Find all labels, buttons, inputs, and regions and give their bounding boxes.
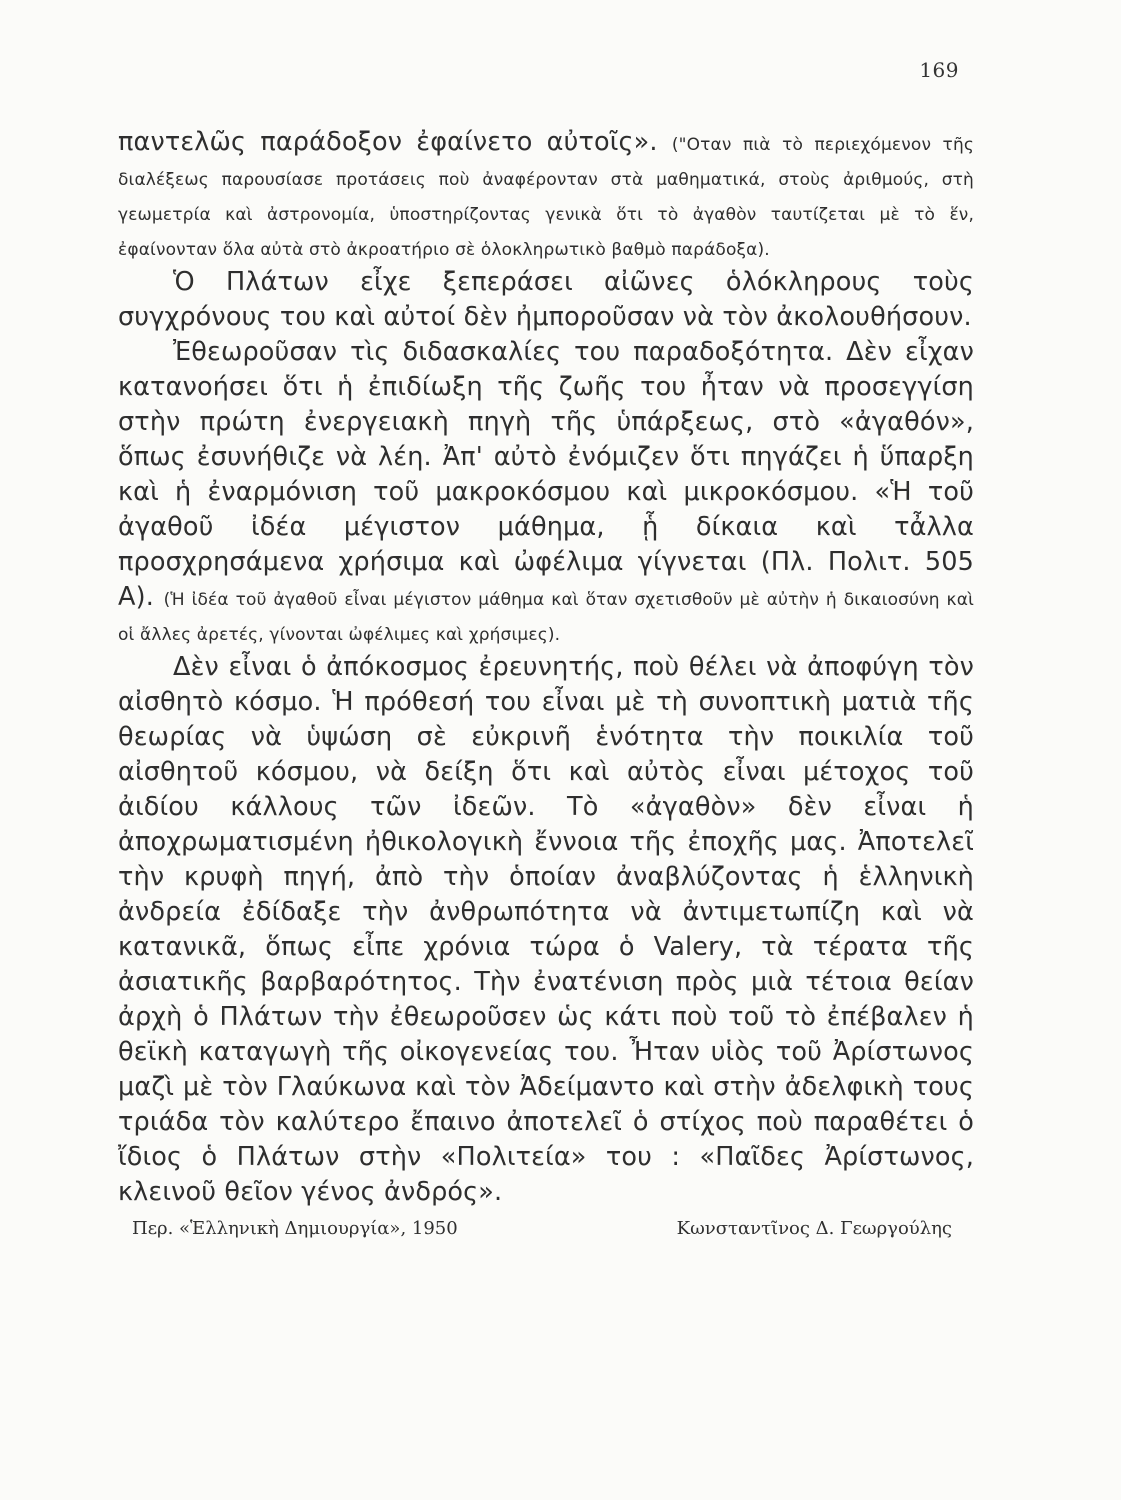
- paragraph-3-note: (Ἡ ἰδέα τοῦ ἀγαθοῦ εἶναι μέγιστον μάθημα καὶ ὅταν σχετισθοῦν μὲ αὐτὴν ἡ δικαιοσύνη καὶ οἱ ἄλλες ἀρετές, γίνονται ὠφέλιμες καὶ χρήσιμες).: [118, 590, 974, 645]
- paragraph-3: [118, 335, 974, 650]
- paragraph-4: Δὲν εἶναι ὁ ἀπόκοσμος ἐρευνητής, ποὺ θέλει νὰ ἀποφύγη τὸν αἰσθητὸ κόσμο. Ἡ πρόθεσή του εἶναι μὲ τὴ συνοπτικὴ ματιὰ τῆς θεωρίας νὰ ὑψώση σὲ εὐκρινῆ ἑνότητα τὴν ποικιλία τοῦ αἰσθητοῦ κόσμου, νὰ δείξη ὅτι καὶ αὐτὸς εἶναι μέτοχος τοῦ ἀιδίου κάλλους τῶν ἰδεῶν. Τὸ «ἀγαθὸν» δὲν εἶναι ἡ ἀποχρωματισμένη ἠθικολογικὴ ἔννοια τῆς ἐποχῆς μας. Ἀποτελεῖ τὴν κρυφὴ πηγή, ἀπὸ τὴν ὁποίαν ἀναβλύζοντας ἡ ἑλληνικὴ ἀνδρεία ἐδίδαξε τὴν ἀνθρωπότητα νὰ ἀντιμετωπίζη καὶ νὰ κατανικᾶ, ὅπως εἶπε χρόνια τώρα ὁ Valery, τὰ τέρατα τῆς ἀσιατικῆς βαρβαρότητος. Τὴν ἐνατένιση πρὸς μιὰ τέτοια θείαν ἀρχὴ ὁ Πλάτων τὴν ἐθεωροῦσεν ὡς κάτι ποὺ τοῦ τὸ ἐπέβαλεν ἡ θεϊκὴ καταγωγὴ τῆς οἰκογενείας του. Ἦταν υἱὸς τοῦ Ἀρίστωνος μαζὶ μὲ τὸν Γλαύκωνα καὶ τὸν Ἀδείμαντο καὶ στὴν ἀδελφικὴ τους τριάδα τὸν καλύτερο ἔπαινο ἀποτελεῖ ὁ στίχος ποὺ παραθέτει ὁ ἴδιος ὁ Πλάτων στὴν «Πολιτεία» του : «Παῖδες Ἀρίστωνος, κλεινοῦ θεῖον γένος ἀνδρός».: [118, 652, 974, 1207]
- body-text: [118, 125, 974, 1210]
- paragraph-1: [118, 125, 974, 265]
- source-footer: [132, 1218, 952, 1248]
- paragraph-2: Ὁ Πλάτων εἶχε ξεπεράσει αἰῶνες ὁλόκληρους τοὺς συγχρόνους του καὶ αὐτοί δὲν ἠμποροῦσαν νὰ τὸν ἀκολουθήσουν.: [118, 267, 974, 332]
- source-citation: Περ. «Ἑλληνικὴ Δημιουργία», 1950: [132, 1218, 458, 1239]
- page-number: 169: [919, 58, 959, 82]
- paragraph-3-text: Ἐθεωροῦσαν τὶς διδασκαλίες του παραδοξότητα. Δὲν εἶχαν κατανοήσει ὅτι ἡ ἐπιδίωξη τῆς ζωῆς του ἦταν νὰ προσεγγίση στὴν πρώτη ἐνεργειακὴ πηγὴ τῆς ὑπάρξεως, στὸ «ἀγαθόν», ὅπως ἐσυνήθιζε νὰ λέη. Ἀπ' αὐτὸ ἐνόμιζεν ὅτι πηγάζει ἡ ὕπαρξη καὶ ἡ ἐναρμόνιση τοῦ μακροκόσμου καὶ μικροκόσμου. «Ἡ τοῦ ἀγαθοῦ ἰδέα μέγιστον μάθημα, ᾗ δίκαια καὶ τἆλλα προσχρησάμενα χρήσιμα καὶ ὠφέλιμα γίγνεται (Πλ. Πολιτ. 505 Α).: [118, 337, 974, 612]
- paragraph-1-note: ("Οταν πιὰ τὸ περιεχόμενον τῆς διαλέξεως παρουσίασε προτάσεις ποὺ ἀναφέρονταν στὰ μαθηματικά, στοὺς ἀριθμούς, στὴ γεωμετρία καὶ ἀστρονομία, ὑποστηρίζοντας γενικὰ ὅτι τὸ ἀγαθὸν ταυτίζεται μὲ τὸ ἕν, ἐφαίνονταν ὅλα αὐτὰ στὸ ἀκροατήριο σὲ ὁλοκληρωτικὸ βαθμὸ παράδοξα).: [118, 135, 974, 260]
- author-name: Κωνσταντῖνος Δ. Γεωργούλης: [676, 1218, 952, 1239]
- paragraph-1-text: παντελῶς παράδοξον ἐφαίνετο αὐτοῖς».: [118, 127, 672, 157]
